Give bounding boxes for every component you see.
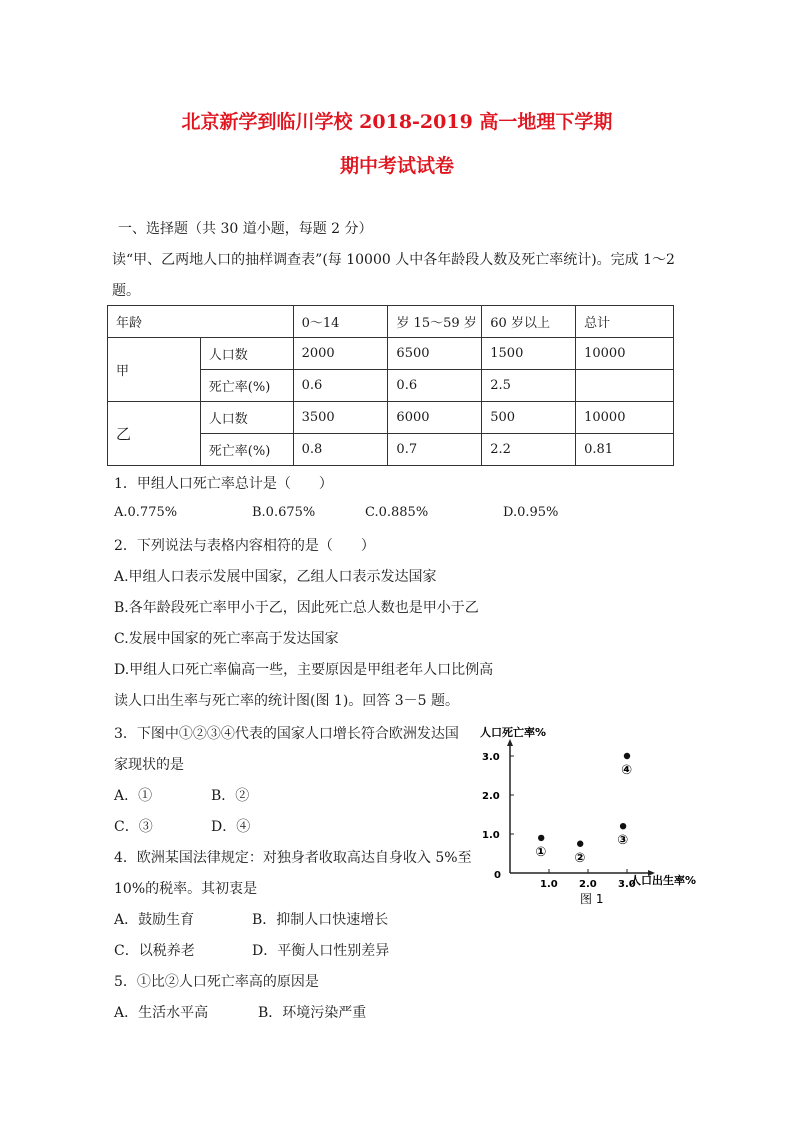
q2-option-c: C.发展中国家的死亡率高于发达国家: [114, 631, 339, 647]
data-point-label: ①: [535, 844, 547, 860]
group-label-yi: 乙: [108, 402, 201, 466]
header-0-14: 0～14: [293, 306, 388, 338]
header-15-59: 岁 15～59 岁: [388, 306, 482, 338]
data-point-label: ③: [617, 833, 629, 849]
table-intro: 读“甲、乙两地人口的抽样调查表”(每 10000 人中各年龄段人数及死亡率统计)。完成 1～2: [112, 252, 675, 268]
q5-option-b: B．环境污染严重: [258, 1005, 367, 1021]
table-row: [108, 402, 674, 434]
q3-option-d: D．④: [211, 819, 251, 835]
x-tick-label: 1.0: [540, 879, 558, 890]
q1-option-d: D.0.95%: [503, 505, 559, 520]
row-label: 人口数: [200, 402, 293, 434]
document-subtitle: 期中考试试卷: [339, 155, 454, 177]
row-label: 人口数: [200, 338, 293, 370]
q4-option-b: B．抑制人口快速增长: [252, 912, 389, 928]
table-cell: [576, 370, 674, 402]
table-cell: 1500: [482, 338, 576, 370]
table-header-row: [108, 306, 674, 338]
q1-option-c: C.0.885%: [365, 505, 429, 520]
question-3: 3．下图中①②③④代表的国家人口增长符合欧洲发达国: [114, 726, 459, 742]
q4-option-d: D．平衡人口性别差异: [252, 943, 390, 959]
table-cell: 0.8: [293, 434, 388, 466]
header-60-plus: 60 岁以上: [482, 306, 576, 338]
data-point: [538, 835, 544, 841]
row-label: 死亡率(%): [200, 434, 293, 466]
question-1: 1．甲组人口死亡率总计是（ ）: [114, 476, 333, 492]
table-cell: 10000: [576, 338, 674, 370]
y-axis-label: 人口死亡率%: [480, 726, 547, 739]
survey-table: [107, 305, 674, 466]
data-point: [577, 841, 583, 847]
question-5: 5．①比②人口死亡率高的原因是: [114, 974, 319, 990]
table-cell: 0.6: [293, 370, 388, 402]
table-cell: 500: [482, 402, 576, 434]
birth-death-scatter-chart: [470, 720, 710, 910]
q3-option-c: C．③: [114, 819, 153, 835]
q2-option-d: D.甲组人口死亡率偏高一些，主要原因是甲组老年人口比例高: [114, 662, 494, 678]
y-tick-label: 2.0: [482, 791, 500, 802]
q1-option-b: B.0.675%: [252, 505, 316, 520]
q1-option-a: A.0.775%: [114, 505, 178, 520]
table-cell: 3500: [293, 402, 388, 434]
figure-caption: 图 1: [580, 892, 604, 906]
section-heading: 一、选择题（共 30 道小题，每题 2 分）: [118, 221, 373, 237]
y-tick-label: 1.0: [482, 830, 500, 841]
figure-intro: 读人口出生率与死亡率的统计图(图 1)。回答 3－5 题。: [114, 693, 459, 709]
table-cell: 2000: [293, 338, 388, 370]
document-title: 北京新学到临川学校 2018-2019 高一地理下学期: [181, 111, 613, 133]
question-4-cont: 10%的税率。其初衷是: [114, 881, 258, 897]
table-cell: 0.6: [388, 370, 482, 402]
q4-option-c: C．以税养老: [114, 943, 195, 959]
q4-option-a: A．鼓励生育: [114, 912, 195, 928]
q5-option-a: A．生活水平高: [114, 1005, 209, 1021]
table-cell: 0.81: [576, 434, 674, 466]
table-cell: 6500: [388, 338, 482, 370]
table-row: [108, 338, 674, 370]
question-4: 4．欧洲某国法律规定：对独身者收取高达自身收入 5%至: [114, 850, 472, 866]
data-point: [620, 823, 626, 829]
question-3-cont: 家现状的是: [114, 757, 184, 773]
q3-option-a: A．①: [114, 788, 153, 804]
origin-label: 0: [494, 870, 501, 881]
table-cell: 0.7: [388, 434, 482, 466]
x-axis-label: 人口出生率%: [630, 874, 697, 887]
table-cell: 2.5: [482, 370, 576, 402]
question-2: 2．下列说法与表格内容相符的是（ ）: [114, 538, 375, 554]
data-point-label: ②: [574, 850, 586, 866]
table-cell: 6000: [388, 402, 482, 434]
q2-option-a: A.甲组人口表示发展中国家，乙组人口表示发达国家: [114, 569, 437, 585]
table-cell: 10000: [576, 402, 674, 434]
x-tick-label: 3.0: [618, 879, 636, 890]
q2-option-b: B.各年龄段死亡率甲小于乙，因此死亡总人数也是甲小于乙: [114, 600, 479, 616]
header-age: 年龄: [108, 306, 294, 338]
group-label-jia: 甲: [108, 338, 201, 402]
table-intro-end: 题。: [112, 283, 140, 299]
y-axis-arrow: [507, 739, 513, 746]
data-point-label: ④: [621, 763, 633, 778]
row-label: 死亡率(%): [200, 370, 293, 402]
y-tick-label: 3.0: [482, 752, 500, 763]
table-cell: 2.2: [482, 434, 576, 466]
q3-option-b: B．②: [211, 788, 250, 804]
data-point: [624, 753, 630, 759]
header-total: 总计: [576, 306, 674, 338]
x-tick-label: 2.0: [579, 879, 597, 890]
